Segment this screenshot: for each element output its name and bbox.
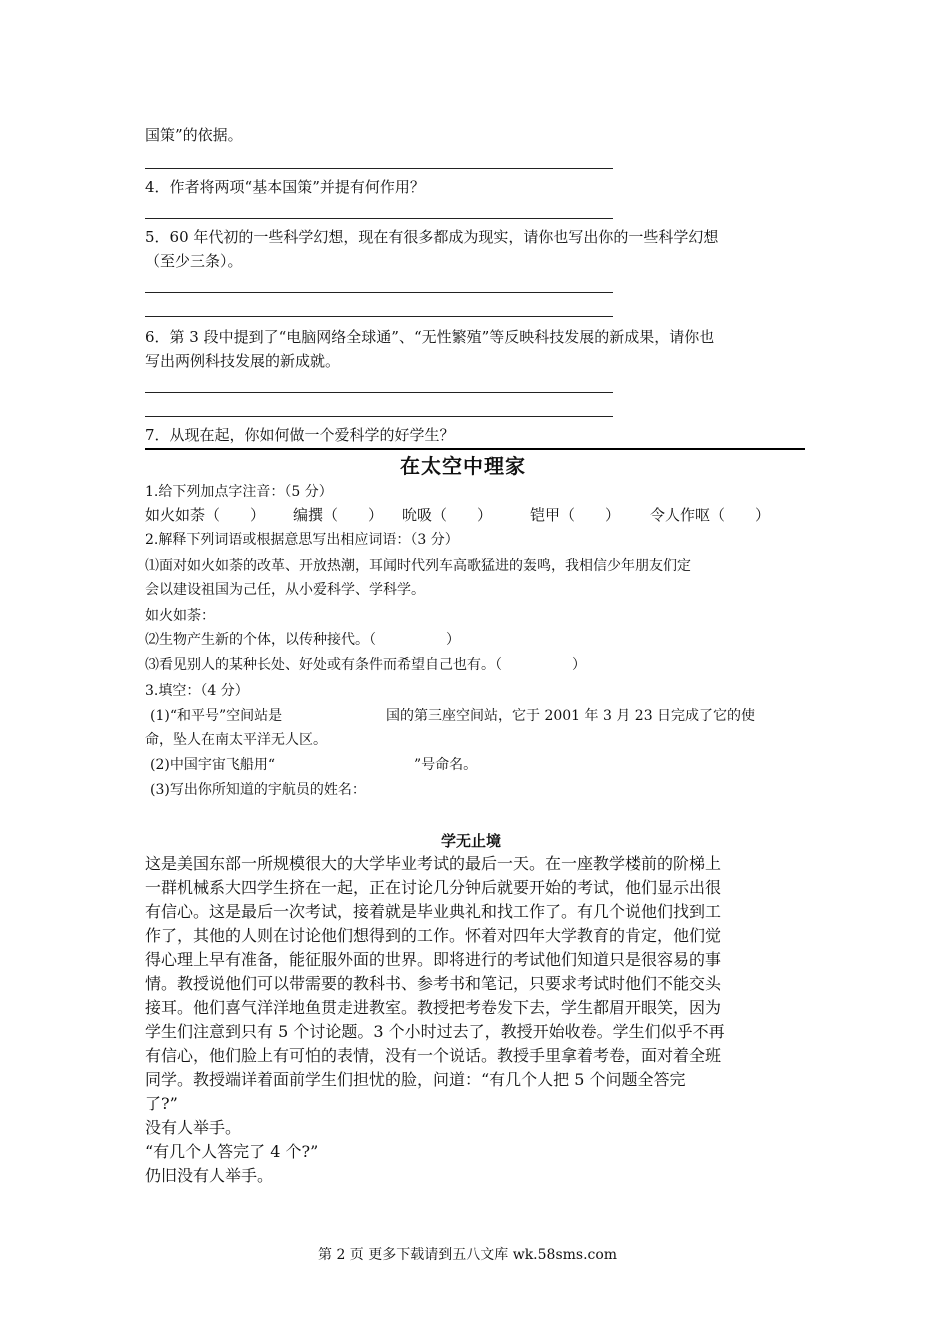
s2-q1-item-4: 铠甲（ ）: [530, 506, 621, 524]
question-5-line1: 5．60 年代初的一些科学幻想，现在有很多都成为现实，请你也写出你的一些科学幻想: [145, 228, 719, 246]
passage-line: 有信心，他们脸上有可怕的表情，没有一个说话。教授手里拿着考卷，面对着全班: [145, 1046, 722, 1065]
section-title-endless-learning: 学无止境: [441, 832, 502, 850]
s2-q1-item-1: 如火如荼（ ）: [145, 506, 266, 524]
s2-q1-item-5: 令人作呕（ ）: [650, 506, 771, 524]
s2-q3-3: (3)写出你所知道的宇航员的姓名：: [150, 782, 366, 798]
passage-line: 情。教授说他们可以带需要的教科书、参考书和笔记，只要求考试时他们不能交头: [145, 974, 722, 993]
s2-q2-1-line2: 会以建设祖国为己任，从小爱科学、学科学。: [145, 582, 425, 598]
passage-line: 仍旧没有人举手。: [145, 1166, 274, 1185]
passage-line: 没有人举手。: [145, 1118, 242, 1137]
page-footer: 第 2 页 更多下载请到五八文库 wk.58sms.com: [318, 1247, 618, 1263]
passage-line: 一群机械系大四学生挤在一起，正在讨论几分钟后就要开始的考试，他们显示出很: [145, 878, 722, 897]
passage-line: 同学。教授端详着面前学生们担忧的脸，问道：“有几个人把 5 个问题全答完: [145, 1070, 686, 1089]
question-6-line2: 写出两例科技发展的新成就。: [145, 352, 341, 370]
passage-line: 这是美国东部一所规模很大的大学毕业考试的最后一天。在一座教学楼前的阶梯上: [145, 854, 722, 873]
passage-line: 接耳。他们喜气洋洋地鱼贯走进教室。教授把考卷发下去，学生都眉开眼笑，因为: [145, 998, 722, 1017]
passage-line: 有信心。这是最后一次考试，接着就是毕业典礼和找工作了。有几个说他们找到工: [145, 902, 722, 921]
answer-line: [145, 416, 613, 417]
s2-q2-1-line1: ⑴面对如火如荼的改革、开放热潮，耳闻时代列车高歌猛进的轰鸣，我相信少年朋友们定: [145, 558, 691, 574]
s2-q3-1-part-a: (1)“和平号”空间站是: [150, 708, 283, 724]
passage-line: 作了，其他的人则在讨论他们想得到的工作。怀着对四年大学教育的肯定，他们觉: [145, 926, 722, 945]
s2-q1-item-2: 编撰（ ）: [293, 506, 384, 524]
s2-q3-1-line2: 命，坠人在南太平洋无人区。: [145, 732, 327, 748]
s2-q2-3: ⑶看见别人的某种长处、好处或有条件而希望自己也有。（ ）: [145, 657, 586, 673]
continued-line: 国策”的依据。: [145, 126, 243, 144]
s2-question-2: 2.解释下列词语或根据意思写出相应词语：（3 分）: [145, 532, 459, 548]
s2-q1-item-3: 吮吸（ ）: [402, 506, 493, 524]
passage-line: 得心理上早有准备，能征服外面的世界。即将进行的考试他们知道只是很容易的事: [145, 950, 722, 969]
passage-line: 学生们注意到只有 5 个讨论题。3 个小时过去了，教授开始收卷。学生们似乎不再: [145, 1022, 725, 1041]
question-5-line2: （至少三条）。: [145, 252, 243, 270]
answer-line: [145, 316, 613, 317]
section-title-space-home: 在太空中理家: [400, 454, 526, 478]
s2-q3-2-part-b: ”号命名。: [414, 757, 478, 773]
question-6-line1: 6．第 3 段中提到了“电脑网络全球通”、“无性繁殖”等反映科技发展的新成果，请你也: [145, 328, 715, 346]
question-7: 7．从现在起，你如何做一个爱科学的好学生？: [145, 426, 455, 444]
s2-q2-2: ⑵生物产生新的个体，以传种接代。（ ）: [145, 632, 460, 648]
question-4: 4．作者将两项“基本国策”并提有何作用？: [145, 178, 425, 196]
s2-q3-2-part-a: (2)中国宇宙飞船用“: [150, 757, 275, 773]
s2-question-3: 3.填空：（4 分）: [145, 683, 249, 699]
passage-line: 了?”: [145, 1094, 178, 1113]
answer-line: [145, 292, 613, 293]
s2-question-1: 1.给下列加点字注音：（5 分）: [145, 484, 333, 500]
passage-line: “有几个人答完了 4 个?”: [145, 1142, 319, 1161]
s2-q2-label: 如火如荼：: [145, 608, 215, 624]
answer-line: [145, 392, 613, 393]
answer-line: [145, 218, 613, 219]
section-divider: [145, 448, 805, 450]
answer-line: [145, 168, 613, 169]
s2-q3-1-part-b: 国的第三座空间站，它于 2001 年 3 月 23 日完成了它的使: [386, 708, 756, 724]
